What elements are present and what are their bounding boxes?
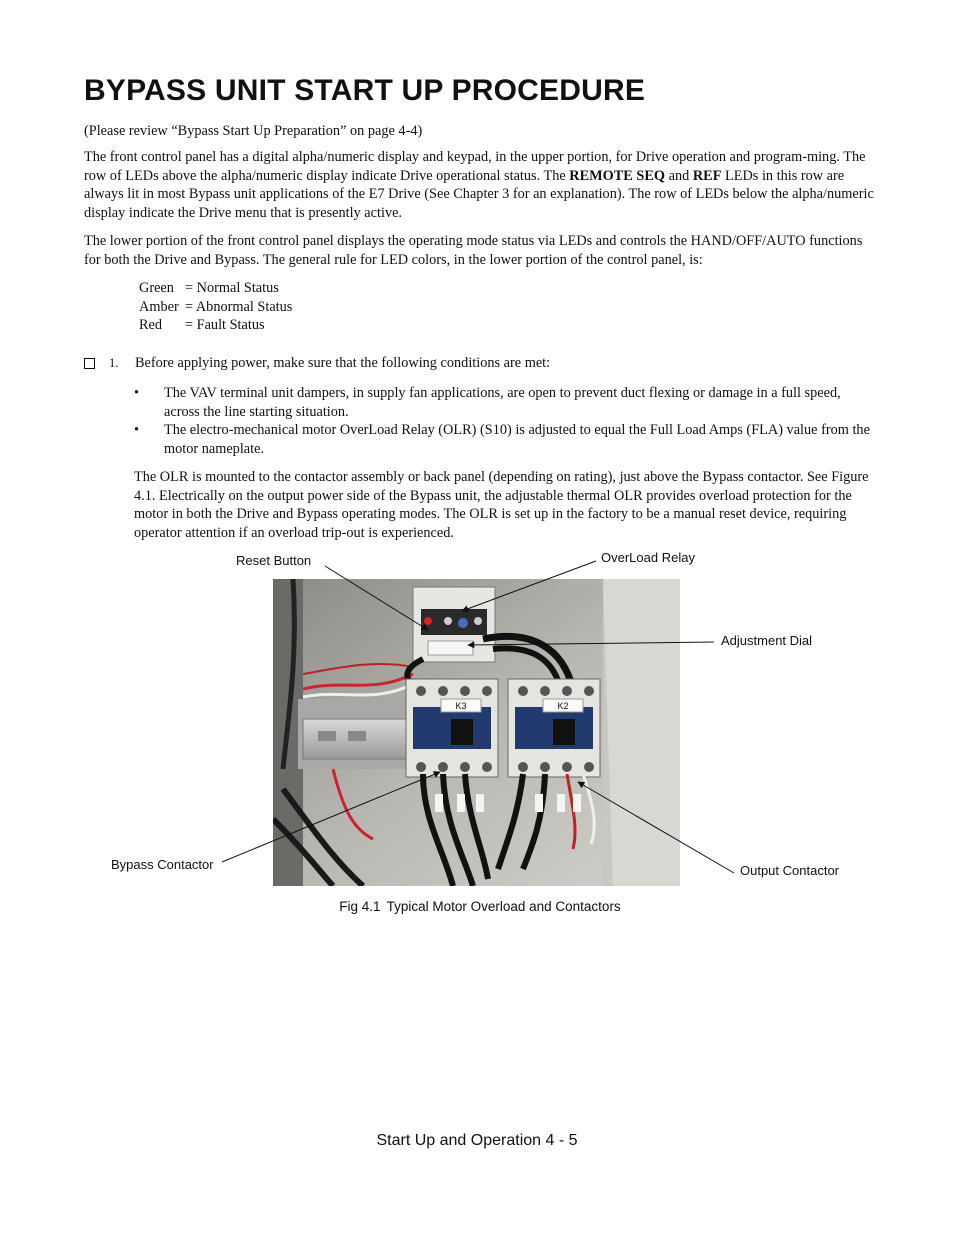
bullet-mark: • [134,422,140,439]
legend-color: Amber [139,298,179,315]
legend-meaning: = Fault Status [185,317,265,334]
olr-paragraph: The OLR is mounted to the contactor assembly or back panel (depending on rating), just above the Bypass contactor. See Figure 4.1. Electrically on the output power side of the Bypass unit, the adjustable thermal OLR provides overload protection for the motor in both the Drive and Bypass operating modes. The OLR is set up in the factory to be a manual reset device, requiring operator attention if an overload trip-out is experienced. [134,469,869,541]
contactor-tag-right: K2 [557,701,569,711]
bypass-contactor-label: Bypass Contactor [111,857,214,872]
page-footer: Start Up and Operation 4 - 5 [376,1132,578,1149]
legend-row [139,279,292,298]
step-number: 1. [109,356,119,370]
led-color-legend [139,279,292,335]
figure-caption [0,899,954,914]
led-paragraph: The lower portion of the front control panel displays the operating mode status via LEDs and controls the HAND/OFF/AUTO functions for both the Drive and Bypass. The general rule for LED colors, in the lower portion of the control panel, is: [84,233,863,268]
step-checkbox[interactable] [84,358,95,369]
ref-term: REF [692,167,722,184]
page-title: BYPASS UNIT START UP PROCEDURE [84,74,646,107]
intro-paragraph [84,148,874,222]
overload-relay-label: OverLoad Relay [601,550,695,565]
reset-button-label: Reset Button [236,553,312,568]
intro-and: and [665,167,693,184]
bullet-mark: • [134,385,140,401]
legend-meaning: = Normal Status [185,280,279,296]
contactor-photo [273,579,680,886]
contactor-photo-drawing [273,579,680,886]
legend-row [139,316,292,335]
step-1 [84,355,550,372]
bullet-text: The electro-mechanical motor OverLoad Relay (OLR) (S10) is adjusted to equal the Full Load Amps (FLA) value from the motor nameplate. [164,422,870,457]
step-text: Before applying power, make sure that the following conditions are met: [135,355,551,371]
legend-color: Red [139,317,163,334]
remote-seq-term: REMOTE SEQ [569,167,666,184]
review-note: (Please review “Bypass Start Up Preparation” on page 4-4) [84,123,423,139]
adjustment-dial-label: Adjustment Dial [721,633,813,648]
legend-row [139,298,292,317]
contactor-tag-left: K3 [455,701,467,711]
legend-meaning: = Abnormal Status [185,298,293,315]
legend-color: Green [139,280,174,296]
list-item [134,421,874,458]
intro-text-2: LEDs in this row are always lit in most Bypass unit applications of the E7 Drive (See Chapter 3 for an explanation). The row of LEDs below the alpha/numeric display indicate the Drive menu that is presently active. [84,167,874,221]
caption-text: Typical Motor Overload and Contactors [386,899,621,914]
caption-number: Fig 4.1 [339,899,381,914]
conditions-list [134,384,874,458]
output-contactor-label: Output Contactor [740,863,839,878]
list-item [134,384,874,421]
intro-text-1: The front control panel has a digital alpha/numeric display and keypad, in the upper portion, for Drive operation and program-ming. The row of LEDs above the alpha/numeric display indicate Drive operational status. The [84,149,866,184]
bullet-text: The VAV terminal unit dampers, in supply fan applications, are open to prevent duct flexing or damage in a full speed, across the line starting situation. [164,385,841,420]
